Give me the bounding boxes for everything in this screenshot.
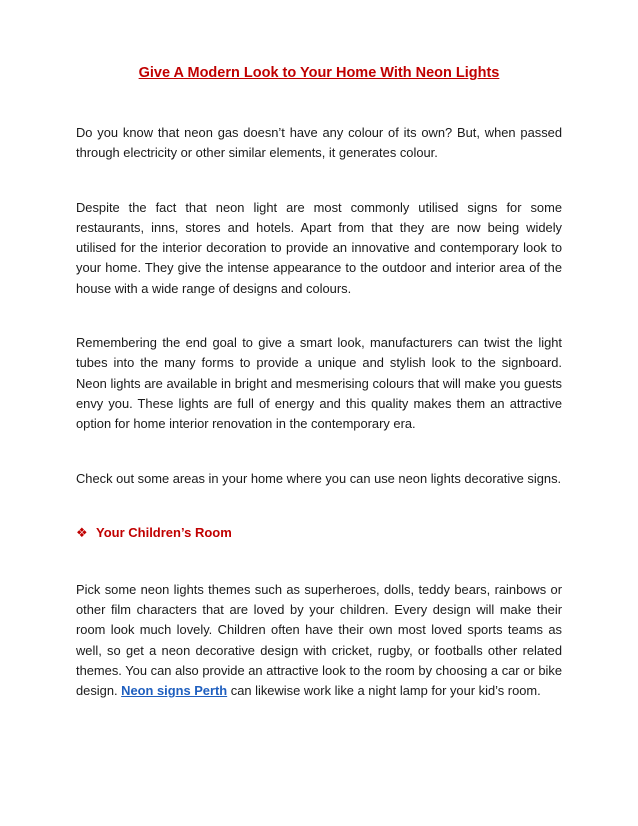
- document-page: [76, 62, 562, 736]
- paragraph-childrens-room: [76, 580, 562, 702]
- diamond-bullet-icon: ❖: [76, 524, 88, 540]
- paragraph-text-before-link: Pick some neon lights themes such as superheroes, dolls, teddy bears, rainbows or other film characters that are loved by your children. Every design will make their room look much lovely. Children often have their own most loved sports teams as well, so get a neon decorative design with cricket, rugby, or footballs other related themes. You can also provide an attractive look to the room by choosing a car or bike design.: [76, 581, 562, 699]
- paragraph-intro: Do you know that neon gas doesn’t have any colour of its own? But, when passed through electricity or other similar elements, it generates colour.: [76, 125, 562, 161]
- paragraph-text-after-link: can likewise work like a night lamp for your kid’s room.: [227, 683, 541, 699]
- paragraph-areas: Check out some areas in your home where you can use neon lights decorative signs.: [76, 470, 562, 486]
- document-title: Give A Modern Look to Your Home With Neon Lights: [138, 65, 500, 81]
- section-heading: [76, 523, 562, 543]
- neon-signs-perth-link[interactable]: Neon signs Perth: [121, 683, 228, 699]
- section-heading-text: Your Children’s Room: [96, 524, 232, 540]
- paragraph-usage: Despite the fact that neon light are most commonly utilised signs for some restaurants, inns, stores and hotels. Apart from that they are now being widely utilised for the interior decoration to provide an innovative and contemporary look to your home. They give the intense appearance to the outdoor and interior area of the house with a wide range of designs and colours.: [76, 199, 562, 296]
- paragraph-design: Remembering the end goal to give a smart look, manufacturers can twist the light tubes into the many forms to provide a unique and stylish look to the signboard. Neon lights are available in bright and mesmerising colours that will make you guests envy you. These lights are full of energy and this quality makes them an attractive option for home interior renovation in the contemporary era.: [76, 335, 562, 432]
